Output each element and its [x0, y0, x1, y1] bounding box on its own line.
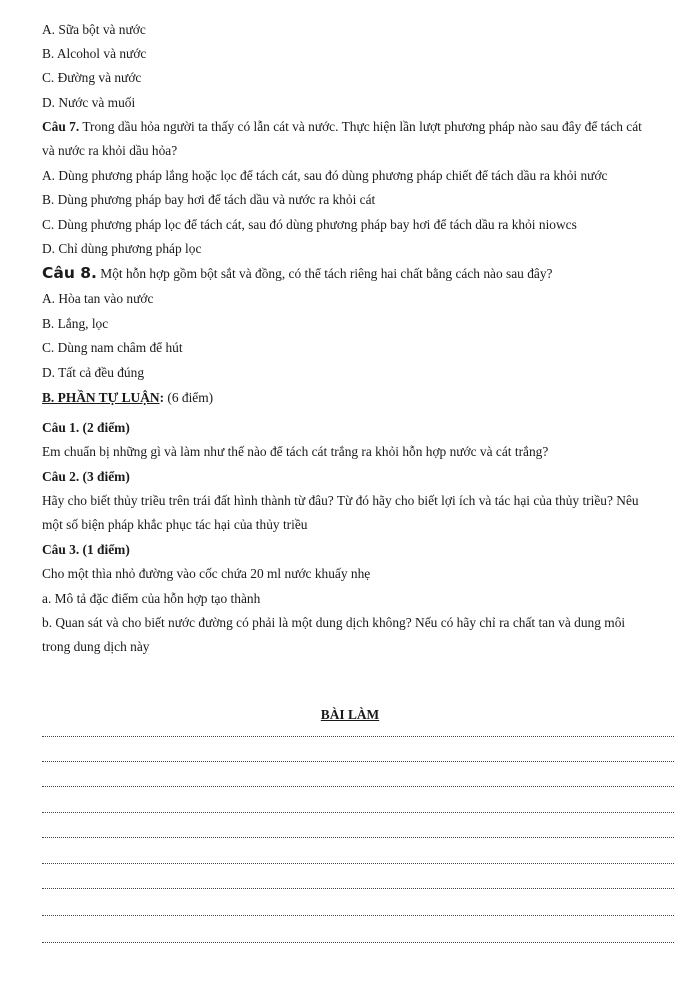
- section-b-colon: :: [159, 390, 165, 405]
- q7-option-b: B. Dùng phương pháp bay hơi để tách dầu và nước ra khỏi cát: [42, 192, 376, 207]
- q8-option-d: D. Tất cả đều đúng: [42, 365, 145, 380]
- section-b-heading: [42, 389, 674, 407]
- q7-label: Câu 7.: [42, 119, 80, 134]
- essay2-heading: Câu 2. (3 điểm): [42, 469, 130, 484]
- q8-text: Một hỗn hợp gồm bột sắt và đồng, có thể tách riêng hai chất bằng cách nào sau đây?: [96, 266, 553, 281]
- q7-question: [42, 118, 674, 136]
- q6-option-d: D. Nước và muối: [42, 95, 136, 110]
- section-b-points: (6 điểm): [164, 390, 214, 405]
- q8-option-b: B. Lắng, lọc: [42, 316, 109, 331]
- section-b-prefix: B.: [42, 390, 58, 405]
- answer-line: [42, 915, 674, 916]
- q7-option-d: D. Chỉ dùng phương pháp lọc: [42, 241, 202, 256]
- essay3-line2: a. Mô tả đặc điểm của hỗn hợp tạo thành: [42, 591, 261, 606]
- essay1-line1: Em chuẩn bị những gì và làm như thế nào để tách cát trắng ra khỏi hỗn hợp nước và cát trắng?: [42, 444, 549, 459]
- essay2-line1: Hãy cho biết thủy triều trên trái đất hình thành từ đâu? Từ đó hãy cho biết lợi ích và tác hại của thủy triều? Nêu: [42, 493, 639, 508]
- answer-line: [42, 761, 674, 762]
- answer-line: [42, 786, 674, 787]
- answer-line: [42, 812, 674, 813]
- q6-option-c: C. Đường và nước: [42, 70, 142, 85]
- essay3-line3: b. Quan sát và cho biết nước đường có phải là một dung dịch không? Nếu có hãy chỉ ra chất tan và dung môi: [42, 615, 626, 630]
- q7-text-line1: Trong dầu hỏa người ta thấy có lẫn cát và nước. Thực hiện lần lượt phương pháp nào sau đây để tách cát: [79, 119, 642, 134]
- essay2-line2: một số biện pháp khắc phục tác hại của thủy triều: [42, 517, 308, 532]
- essay3-line4: trong dung dịch này: [42, 639, 150, 654]
- essay1-heading: Câu 1. (2 điểm): [42, 420, 130, 435]
- answer-line: [42, 888, 674, 889]
- answer-line: [42, 863, 674, 864]
- q6-option-a: A. Sữa bột và nước: [42, 22, 146, 37]
- q8-option-c: C. Dùng nam châm để hút: [42, 340, 183, 355]
- answer-line: [42, 736, 674, 737]
- q6-option-b: B. Alcohol và nước: [42, 46, 147, 61]
- q7-text-line2: và nước ra khỏi dầu hỏa?: [42, 143, 178, 158]
- q7-option-a: A. Dùng phương pháp lắng hoặc lọc để tách cát, sau đó dùng phương pháp chiết để tách dầu ra khỏi nước: [42, 168, 608, 183]
- answer-line: [42, 837, 674, 838]
- answer-title: BÀI LÀM: [320, 707, 380, 722]
- essay3-line1: Cho một thìa nhỏ đường vào cốc chứa 20 ml nước khuấy nhẹ: [42, 566, 371, 581]
- q8-option-a: A. Hòa tan vào nước: [42, 291, 154, 306]
- answer-line: [42, 942, 674, 943]
- q8-question: [42, 264, 674, 283]
- section-b-title: PHẦN TỰ LUẬN: [57, 390, 160, 405]
- q7-option-c: C. Dùng phương pháp lọc để tách cát, sau đó dùng phương pháp bay hơi để tách dầu ra khỏi niowcs: [42, 217, 577, 232]
- q8-label: Câu 8.: [42, 264, 97, 282]
- essay3-heading: Câu 3. (1 điểm): [42, 542, 130, 557]
